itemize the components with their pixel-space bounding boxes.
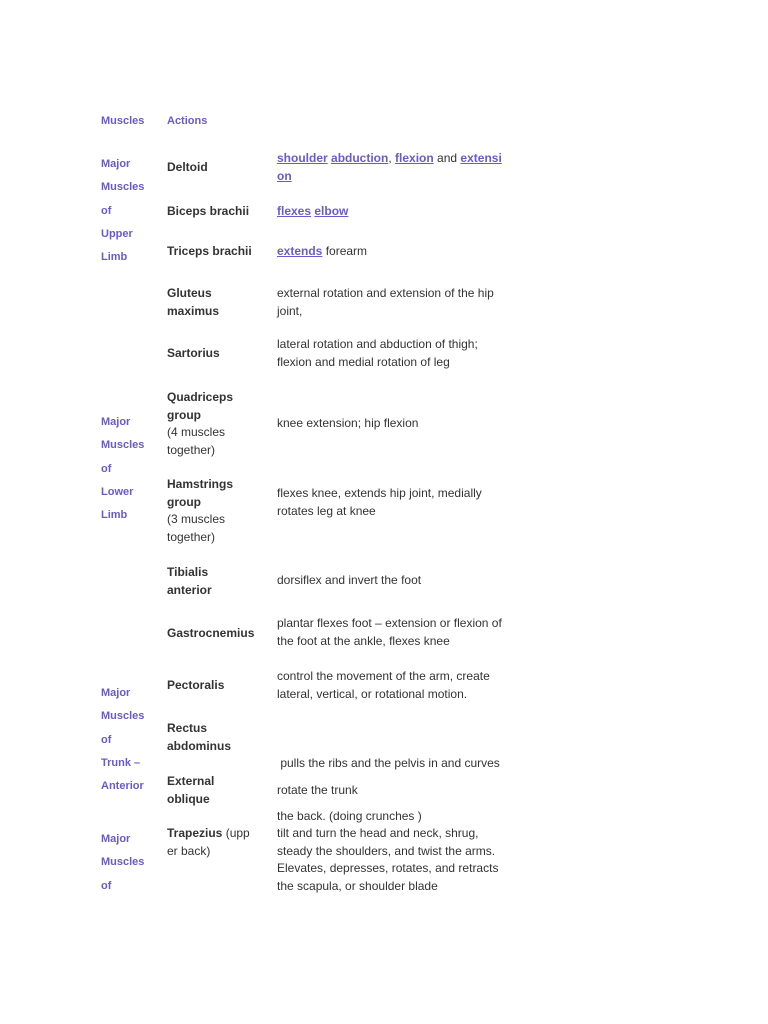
muscle-line: oblique — [167, 791, 210, 806]
action-text: forearm — [325, 244, 368, 258]
muscle-gastrocnemius: Gastrocnemius — [167, 626, 255, 640]
muscle-deltoid: Deltoid — [167, 160, 208, 174]
muscle-rectus-abdominus — [167, 720, 267, 755]
muscle-pectoralis: Pectoralis — [167, 678, 225, 692]
link-abduction[interactable]: abduction — [331, 151, 389, 165]
muscle-line: External — [167, 774, 215, 788]
group-line: of — [101, 462, 112, 475]
muscle-line: Rectus — [167, 721, 208, 735]
muscle-note: together) — [167, 442, 216, 457]
group-line: Muscles — [101, 856, 145, 869]
link-extension[interactable]: extensi — [460, 151, 502, 165]
muscle-line: Tibialis — [167, 565, 209, 579]
muscle-hamstrings — [167, 476, 267, 546]
comma: , — [388, 151, 392, 165]
muscle-tibialis-anterior — [167, 564, 267, 599]
muscle-line: group — [167, 494, 201, 509]
action-line: external rotation and extension of the hip — [277, 286, 494, 300]
action-line: tilt and turn the head and neck, shrug, — [277, 826, 479, 840]
action-line: Elevates, depresses, rotates, and retracts — [277, 861, 499, 875]
action-tibialis-anterior: dorsiflex and invert the foot — [277, 573, 422, 587]
link-shoulder[interactable]: shoulder — [277, 151, 328, 165]
action-line: control the movement of the arm, create — [277, 669, 490, 683]
muscle-line: maximus — [167, 303, 220, 318]
action-line — [277, 168, 509, 186]
muscle-gluteus-maximus — [167, 285, 267, 320]
action-line: plantar flexes foot – extension or flexion of — [277, 616, 502, 630]
group-trunk-posterior — [101, 828, 161, 898]
action-triceps-brachii — [277, 243, 509, 261]
muscle-triceps-brachii: Triceps brachii — [167, 244, 252, 258]
link-flexes[interactable]: flexes — [277, 204, 312, 218]
muscle-biceps-brachii: Biceps brachii — [167, 204, 250, 218]
action-pectoralis — [277, 668, 509, 703]
action-line: flexion and medial rotation of leg — [277, 354, 450, 369]
group-upper-limb — [101, 153, 161, 269]
action-hamstrings — [277, 485, 509, 520]
link-elbow[interactable]: elbow — [314, 204, 349, 218]
action-line: lateral rotation and abduction of thigh; — [277, 337, 478, 351]
group-line: Muscles — [101, 439, 145, 452]
action-deltoid — [277, 150, 509, 185]
muscle-line: anterior — [167, 582, 212, 597]
muscle-line: Hamstrings — [167, 477, 234, 491]
group-line: of — [101, 879, 112, 892]
conjunction: and — [437, 151, 458, 165]
muscle-note: (3 muscles — [167, 512, 226, 526]
action-trapezius — [277, 825, 509, 895]
action-line: the foot at the ankle, flexes knee — [277, 633, 450, 648]
action-gastrocnemius — [277, 615, 509, 650]
muscle-note: er back) — [167, 843, 211, 858]
link-extension-cont[interactable]: on — [277, 168, 292, 183]
muscle-line: abdominus — [167, 738, 232, 753]
group-line: Major — [101, 158, 131, 170]
muscle-line: Quadriceps — [167, 390, 234, 404]
header-muscles: Muscles — [101, 115, 145, 127]
muscle-sartorius: Sartorius — [167, 346, 220, 360]
muscle-note: (upp — [222, 826, 250, 840]
group-line: Upper — [101, 227, 133, 240]
group-line: of — [101, 733, 112, 746]
muscle-note: (4 muscles — [167, 425, 226, 439]
action-line: steady the shoulders, and twist the arms. — [277, 843, 496, 858]
group-line: Trunk – — [101, 756, 141, 769]
action-biceps-brachii — [277, 203, 509, 221]
group-line: Major — [101, 833, 131, 845]
group-line: of — [101, 204, 112, 217]
action-line — [277, 150, 509, 168]
muscle-external-oblique — [167, 773, 267, 808]
action-line: the back. (doing crunches ) — [277, 808, 422, 823]
muscle-line: group — [167, 407, 201, 422]
action-line: lateral, vertical, or rotational motion. — [277, 686, 468, 701]
action-line: the scapula, or shoulder blade — [277, 878, 438, 893]
action-gluteus-maximus — [277, 285, 509, 320]
muscle-name: Trapezius — [167, 826, 223, 840]
action-line: flexes knee, extends hip joint, medially — [277, 486, 482, 500]
link-extends[interactable]: extends — [277, 244, 323, 258]
muscle-line: Gluteus — [167, 286, 212, 300]
group-line: Limb — [101, 251, 128, 264]
action-external-oblique: rotate the trunk — [277, 783, 358, 797]
action-line: joint, — [277, 303, 303, 318]
action-sartorius — [277, 336, 509, 371]
action-quadriceps: knee extension; hip flexion — [277, 416, 419, 430]
group-line: Anterior — [101, 780, 144, 793]
action-line: pulls the ribs and the pelvis in and curves — [277, 756, 500, 770]
link-flexion[interactable]: flexion — [395, 151, 434, 165]
group-line: Muscles — [101, 181, 145, 194]
group-lower-limb — [101, 411, 161, 527]
group-line: Lower — [101, 485, 134, 498]
muscle-note: together) — [167, 529, 216, 544]
group-trunk-anterior — [101, 682, 161, 798]
header-actions: Actions — [167, 115, 208, 127]
group-line: Major — [101, 687, 131, 699]
muscle-line — [167, 825, 267, 843]
muscle-quadriceps — [167, 389, 267, 459]
action-line: rotates leg at knee — [277, 503, 376, 518]
group-line: Limb — [101, 509, 128, 522]
group-line: Major — [101, 416, 131, 428]
muscle-trapezius — [167, 825, 267, 860]
group-line: Muscles — [101, 710, 145, 723]
